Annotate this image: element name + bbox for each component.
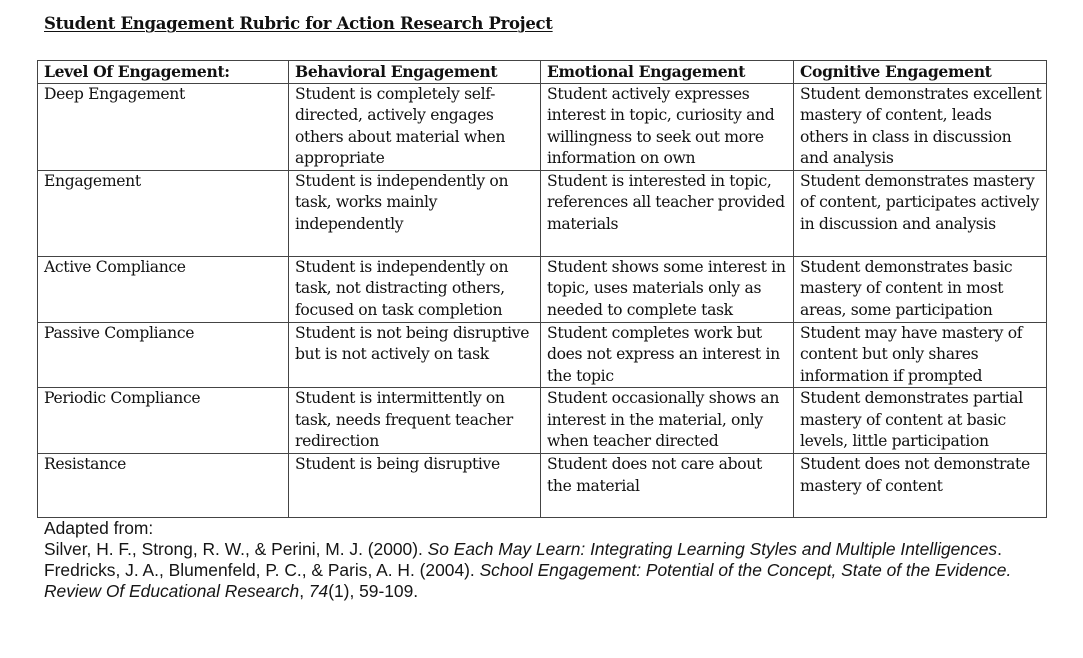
level-cell: Resistance [38,454,289,518]
table-header-row [38,61,1047,84]
reference-authors: Silver, H. F., Strong, R. W., & Perini, M. J. (2000). [44,539,428,559]
level-cell: Engagement [38,171,289,257]
reference-volume: 74 [308,581,329,601]
table-row [38,84,1047,171]
reference-authors: Fredricks, J. A., Blumenfeld, P. C., & Paris, A. H. (2004). [44,560,480,580]
reference-title: School Engagement: Potential of the Concept, State of the Evidence. Review Of Educational Research [44,560,1012,601]
header-behavioral: Behavioral Engagement [289,61,541,84]
emotional-cell: Student does not care about the material [541,454,794,518]
adapted-from-label: Adapted from: [44,518,154,538]
reference-separator: , [299,581,309,601]
header-emotional: Emotional Engagement [541,61,794,84]
table-row [38,171,1047,257]
emotional-cell: Student actively expresses interest in topic, curiosity and willingness to seek out more information on own [541,84,794,171]
reference-punctuation: . [997,539,1002,559]
reference-issue-pages: (1), 59-109. [328,581,419,601]
behavioral-cell: Student is independently on task, not distracting others, focused on task completion [289,257,541,323]
reference-title: So Each May Learn: Integrating Learning Styles and Multiple Intelligences [427,539,998,559]
emotional-cell: Student completes work but does not express an interest in the topic [541,323,794,388]
cognitive-cell: Student may have mastery of content but only shares information if prompted [794,323,1047,388]
level-cell: Active Compliance [38,257,289,323]
engagement-rubric-table [37,60,1047,518]
level-cell: Periodic Compliance [38,388,289,454]
level-cell: Deep Engagement [38,84,289,171]
table-row [38,388,1047,454]
reference-silver [44,539,1054,560]
table-row [38,323,1047,388]
behavioral-cell: Student is being disruptive [289,454,541,518]
level-cell: Passive Compliance [38,323,289,388]
header-level: Level Of Engagement: [38,61,289,84]
emotional-cell: Student occasionally shows an interest in the material, only when teacher directed [541,388,794,454]
table-row [38,454,1047,518]
cognitive-cell: Student demonstrates basic mastery of content in most areas, some participation [794,257,1047,323]
emotional-cell: Student shows some interest in topic, uses materials only as needed to complete task [541,257,794,323]
cognitive-cell: Student does not demonstrate mastery of content [794,454,1047,518]
table-row [38,257,1047,323]
behavioral-cell: Student is not being disruptive but is not actively on task [289,323,541,388]
cognitive-cell: Student demonstrates mastery of content, participates actively in discussion and analysis [794,171,1047,257]
behavioral-cell: Student is independently on task, works mainly independently [289,171,541,257]
behavioral-cell: Student is intermittently on task, needs frequent teacher redirection [289,388,541,454]
cognitive-cell: Student demonstrates excellent mastery of content, leads others in class in discussion and analysis [794,84,1047,171]
reference-fredricks [44,560,1054,602]
header-cognitive: Cognitive Engagement [794,61,1047,84]
references-footer [44,518,1054,602]
behavioral-cell: Student is completely self-directed, actively engages others about material when appropriate [289,84,541,171]
emotional-cell: Student is interested in topic, references all teacher provided materials [541,171,794,257]
cognitive-cell: Student demonstrates partial mastery of content at basic levels, little participation [794,388,1047,454]
page-title: Student Engagement Rubric for Action Research Project [44,14,553,33]
